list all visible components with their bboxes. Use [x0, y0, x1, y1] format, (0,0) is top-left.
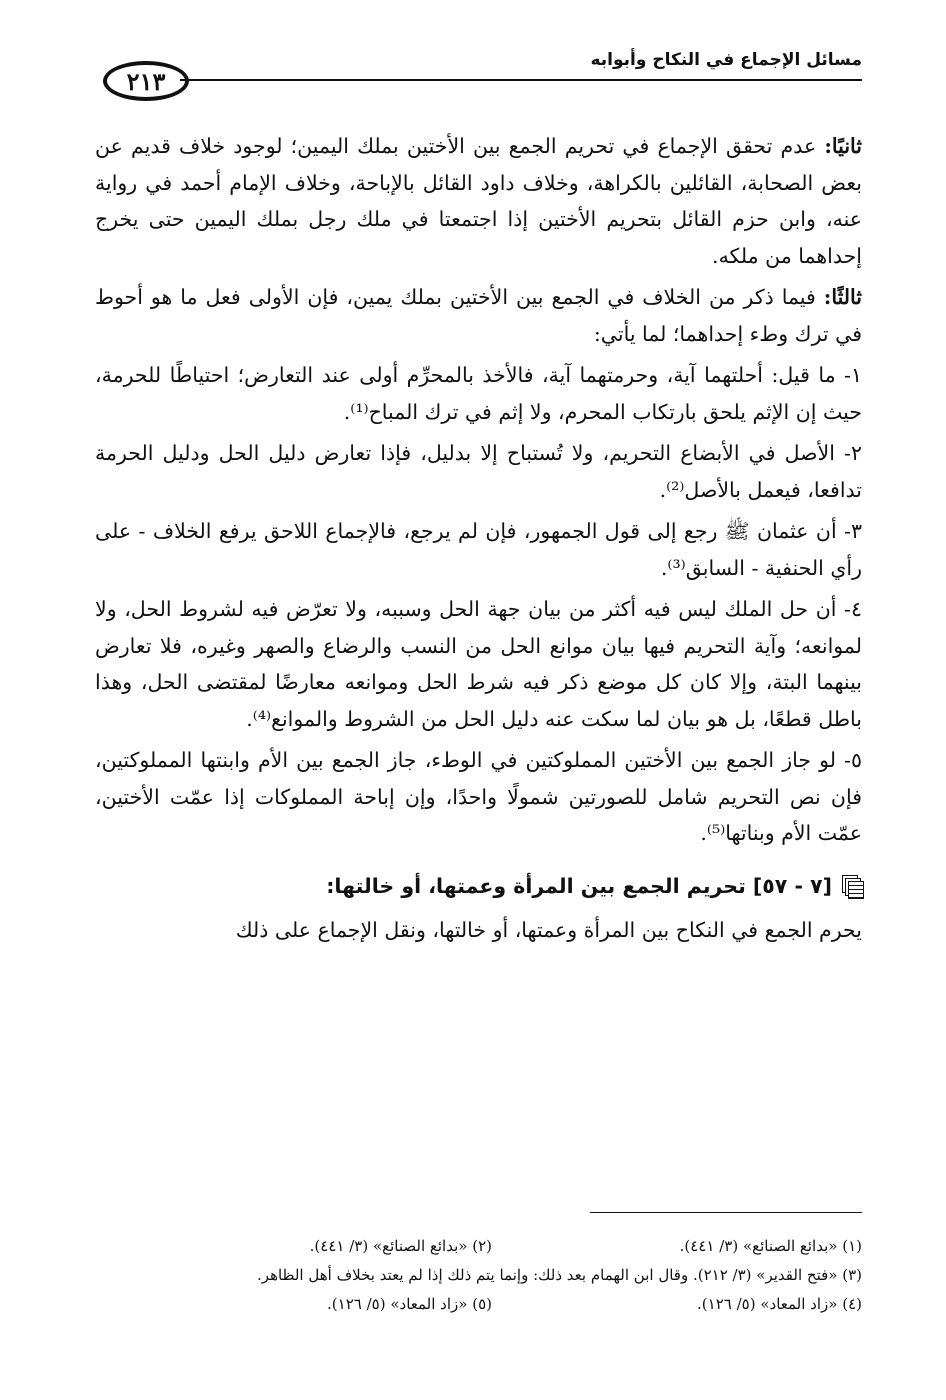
paragraph-section-intro: يحرم الجمع في النكاح بين المرأة وعمتها، أو خالتها، ونقل الإجماع على ذلك — [235, 918, 862, 942]
list-item-4: ٤- أن حل الملك ليس فيه أكثر من بيان جهة الحل وسببه، ولا تعرّض فيه لشروط الحل، ولا لموانعه؛ وآية التحريم فيها بيان موانع الحل من النسب والرضاع والصهر وغيره، فلا تعارض بينهما البتة، وإلا كان كل موضع ذكر فيه شرط الحل وموانعه معارضًا لمقتضى الحل، وهذا باطل قطعًا، بل هو بيان لما سكت عنه دليل الحل من الشروط والموانع⁽⁴⁾. — [95, 597, 862, 731]
running-title: مسائل الإجماع في النكاح وأبوابه — [590, 50, 862, 70]
paragraph-text: عدم تحقق الإجماع في تحريم الجمع بين الأختين بملك اليمين؛ لوجود خلاف قديم عن بعض الصحابة، القائلين بالكراهة، وخلاف داود القائل بالإباحة، وخلاف الإمام أحمد في رواية عنه، وابن حزم القائل بتحريم الأختين إذا اجتمعتا في ملك رجل بملك اليمين حتى يخرج إحداهما من ملكه. — [95, 134, 862, 268]
footnote-row — [95, 1232, 862, 1261]
list-item-1: ١- ما قيل: أحلتهما آية، وحرمتهما آية، فالأخذ بالمحرِّم أولى عند التعارض؛ احتياطًا للحرمة، حيث إن الإثم يلحق بارتكاب المحرم، ولا إثم في ترك المباح⁽¹⁾. — [95, 363, 862, 424]
footnote-rule — [590, 1212, 862, 1213]
footnote-2: (٢) «بدائع الصنائع» (٣/ ٤٤١). — [309, 1237, 492, 1255]
paragraph-second-point — [95, 128, 862, 274]
footnote-5: (٥) «زاد المعاد» (٥/ ١٢٦). — [327, 1295, 492, 1313]
paragraph-lead: ثالثًا: — [823, 285, 862, 309]
list-item-2: ٢- الأصل في الأبضاع التحريم، ولا تُستباح إلا بدليل، فإذا تعارض دليل الحل ودليل الحرمة تدافعا، فيعمل بالأصل⁽²⁾. — [95, 441, 862, 502]
footnote-row — [95, 1290, 862, 1319]
list-item-5: ٥- لو جاز الجمع بين الأختين المملوكتين في الوطء، جاز الجمع بين الأم وابنتها المملوكتين، فإن نص التحريم شامل للصورتين شمولًا واحدًا، وإن إباحة المملوكات إذا عمّت الأختين، عمّت الأم وبناتها⁽⁵⁾. — [95, 748, 862, 845]
header-rule — [180, 79, 862, 81]
footnote-3: (٣) «فتح القدير» (٣/ ٢١٢). وقال ابن الهمام بعد ذلك: وإنما يتم ذلك إذا لم يعتد بخلاف أهل الظاهر. — [257, 1266, 862, 1284]
list-item-3: ٣- أن عثمان ﷺ رجع إلى قول الجمهور، فإن لم يرجع، فالإجماع اللاحق يرفع الخلاف - على رأي الحنفية - السابق⁽³⁾. — [95, 519, 862, 580]
paragraph-text: فيما ذكر من الخلاف في الجمع بين الأختين بملك يمين، فإن الأولى فعل ما هو أحوط في ترك وطء إحداهما؛ لما يأتي: — [95, 285, 862, 346]
documents-icon — [842, 875, 862, 897]
footnotes — [95, 1232, 862, 1319]
section-heading — [95, 868, 862, 905]
paragraph-third-point — [95, 279, 862, 352]
page-number: ٢١٣ — [103, 61, 189, 101]
footnote-4: (٤) «زاد المعاد» (٥/ ١٢٦). — [697, 1295, 862, 1313]
footnote-1: (١) «بدائع الصنائع» (٣/ ٤٤١). — [679, 1237, 862, 1255]
body-text — [95, 128, 862, 954]
paragraph-lead: ثانيًا: — [824, 134, 862, 158]
section-heading-text: [٧ - ٥٧] تحريم الجمع بين المرأة وعمتها، أو خالتها: — [326, 873, 832, 898]
